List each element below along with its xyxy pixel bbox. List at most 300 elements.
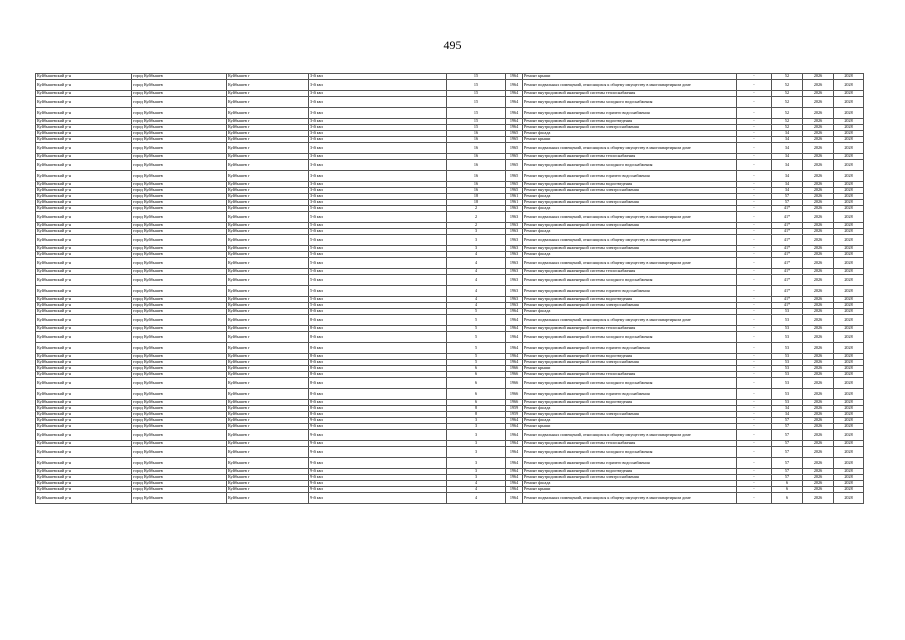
build-year-cell: 1965	[506, 188, 523, 194]
start-year-cell: 2026	[803, 343, 834, 354]
build-year-cell: 1964	[506, 493, 523, 504]
settlement-cell: город Куйбышев	[132, 418, 227, 424]
house-number-cell: 3	[447, 458, 506, 469]
start-year-cell: 2026	[803, 137, 834, 143]
work-type-cell: Ремонт фасада	[523, 406, 737, 412]
work-type-cell: Ремонт фасада	[523, 481, 737, 487]
work-type-cell: Ремонт внутридомовой инженерной системы горячего водоснабжения	[523, 108, 737, 119]
district-cell: Куйбышевский р-н	[36, 430, 132, 441]
value-cell: 57	[772, 475, 803, 481]
end-year-cell: 2028	[834, 223, 864, 229]
end-year-cell: 2028	[834, 160, 864, 171]
house-number-cell: 5	[447, 332, 506, 343]
street-cell: 5-й квл	[309, 286, 447, 297]
house-number-cell: 5	[447, 343, 506, 354]
work-type-cell: Ремонт внутридомовой инженерной системы электроснабжения	[523, 360, 737, 366]
work-type-cell: Ремонт подвальных помещений, относящихся к общему имуществу в многоквартирном доме	[523, 315, 737, 326]
work-type-cell: Ремонт подвальных помещений, относящихся к общему имуществу в многоквартирном доме	[523, 235, 737, 246]
house-number-cell: 6	[447, 389, 506, 400]
house-number-cell: 16	[447, 188, 506, 194]
settlement-cell: город Куйбышев	[132, 188, 227, 194]
street-cell: 9-й квл	[309, 469, 447, 475]
start-year-cell: 2026	[803, 171, 834, 182]
value-cell: 34	[772, 154, 803, 160]
build-year-cell: 1963	[506, 229, 523, 235]
locality-cell: Куйбышев г	[227, 131, 309, 137]
house-number-cell: 15	[447, 80, 506, 91]
start-year-cell: 2026	[803, 160, 834, 171]
settlement-cell: город Куйбышев	[132, 493, 227, 504]
end-year-cell: 2028	[834, 252, 864, 258]
marker-cell: -	[737, 481, 772, 487]
marker-cell: -	[737, 182, 772, 188]
district-cell: Куйбышевский р-н	[36, 125, 132, 131]
end-year-cell: 2028	[834, 309, 864, 315]
build-year-cell: 1964	[506, 354, 523, 360]
build-year-cell: 1965	[506, 137, 523, 143]
end-year-cell: 2028	[834, 91, 864, 97]
build-year-cell: 1964	[506, 326, 523, 332]
house-number-cell: 4	[447, 303, 506, 309]
district-cell: Куйбышевский р-н	[36, 188, 132, 194]
street-cell: 8-й квл	[309, 315, 447, 326]
end-year-cell: 2028	[834, 188, 864, 194]
district-cell: Куйбышевский р-н	[36, 458, 132, 469]
value-cell: 34	[772, 131, 803, 137]
district-cell: Куйбышевский р-н	[36, 97, 132, 108]
district-cell: Куйбышевский р-н	[36, 275, 132, 286]
street-cell: 9-й квл	[309, 481, 447, 487]
house-number-cell: 4	[447, 275, 506, 286]
marker-cell: -	[737, 246, 772, 252]
table-row	[36, 315, 864, 326]
street-cell: 3-й квл	[309, 143, 447, 154]
table-row	[36, 389, 864, 400]
build-year-cell: 1965	[506, 182, 523, 188]
locality-cell: Куйбышев г	[227, 343, 309, 354]
build-year-cell: 1964	[506, 360, 523, 366]
house-number-cell: 16	[447, 171, 506, 182]
street-cell: 9-й квл	[309, 475, 447, 481]
marker-cell: -	[737, 366, 772, 372]
marker-cell: -	[737, 108, 772, 119]
house-number-cell: 16	[447, 182, 506, 188]
end-year-cell: 2028	[834, 441, 864, 447]
house-number-cell: 2	[447, 223, 506, 229]
work-type-cell: Ремонт внутридомовой инженерной системы горячего водоснабжения	[523, 389, 737, 400]
value-cell: 41*	[772, 275, 803, 286]
table-row	[36, 160, 864, 171]
build-year-cell: 1961	[506, 200, 523, 206]
build-year-cell: 1965	[506, 131, 523, 137]
work-type-cell: Ремонт крыши	[523, 366, 737, 372]
settlement-cell: город Куйбышев	[132, 354, 227, 360]
district-cell: Куйбышевский р-н	[36, 475, 132, 481]
marker-cell: -	[737, 400, 772, 406]
settlement-cell: город Куйбышев	[132, 481, 227, 487]
work-type-cell: Ремонт фасада	[523, 206, 737, 212]
marker-cell: -	[737, 119, 772, 125]
build-year-cell: 1964	[506, 309, 523, 315]
value-cell: 53	[772, 360, 803, 366]
work-type-cell: Ремонт фасада	[523, 309, 737, 315]
build-year-cell: 1963	[506, 258, 523, 269]
house-number-cell: 16	[447, 131, 506, 137]
district-cell: Куйбышевский р-н	[36, 74, 132, 80]
end-year-cell: 2028	[834, 297, 864, 303]
build-year-cell: 1964	[506, 125, 523, 131]
work-type-cell: Ремонт внутридомовой инженерной системы холодного водоснабжения	[523, 275, 737, 286]
marker-cell: -	[737, 171, 772, 182]
street-cell: 8-й квл	[309, 389, 447, 400]
end-year-cell: 2028	[834, 206, 864, 212]
value-cell: 6	[772, 487, 803, 493]
district-cell: Куйбышевский р-н	[36, 441, 132, 447]
house-number-cell: 4	[447, 487, 506, 493]
start-year-cell: 2026	[803, 212, 834, 223]
house-number-cell: 16	[447, 160, 506, 171]
value-cell: 52	[772, 108, 803, 119]
district-cell: Куйбышевский р-н	[36, 360, 132, 366]
build-year-cell: 1966	[506, 378, 523, 389]
settlement-cell: город Куйбышев	[132, 143, 227, 154]
end-year-cell: 2028	[834, 246, 864, 252]
district-cell: Куйбышевский р-н	[36, 286, 132, 297]
settlement-cell: город Куйбышев	[132, 252, 227, 258]
house-number-cell: 15	[447, 91, 506, 97]
start-year-cell: 2026	[803, 332, 834, 343]
district-cell: Куйбышевский р-н	[36, 119, 132, 125]
build-year-cell: 1961	[506, 194, 523, 200]
street-cell: 3-й квл	[309, 200, 447, 206]
work-type-cell: Ремонт внутридомовой инженерной системы холодного водоснабжения	[523, 97, 737, 108]
district-cell: Куйбышевский р-н	[36, 412, 132, 418]
start-year-cell: 2026	[803, 131, 834, 137]
house-number-cell: 15	[447, 119, 506, 125]
work-type-cell: Ремонт подвальных помещений, относящихся к общему имуществу в многоквартирном доме	[523, 493, 737, 504]
district-cell: Куйбышевский р-н	[36, 252, 132, 258]
street-cell: 8-й квл	[309, 400, 447, 406]
work-type-cell: Ремонт внутридомовой инженерной системы теплоснабжения	[523, 372, 737, 378]
table-row	[36, 447, 864, 458]
start-year-cell: 2026	[803, 458, 834, 469]
street-cell: 8-й квл	[309, 309, 447, 315]
build-year-cell: 1964	[506, 332, 523, 343]
marker-cell: -	[737, 269, 772, 275]
work-type-cell: Ремонт внутридомовой инженерной системы горячего водоснабжения	[523, 458, 737, 469]
marker-cell: -	[737, 235, 772, 246]
settlement-cell: город Куйбышев	[132, 360, 227, 366]
settlement-cell: город Куйбышев	[132, 406, 227, 412]
marker-cell: -	[737, 143, 772, 154]
table-row	[36, 343, 864, 354]
house-number-cell: 6	[447, 366, 506, 372]
table-row	[36, 378, 864, 389]
work-type-cell: Ремонт подвальных помещений, относящихся к общему имуществу в многоквартирном доме	[523, 258, 737, 269]
build-year-cell: 1964	[506, 91, 523, 97]
work-type-cell: Ремонт внутридомовой инженерной системы холодного водоснабжения	[523, 160, 737, 171]
start-year-cell: 2026	[803, 206, 834, 212]
end-year-cell: 2028	[834, 475, 864, 481]
marker-cell: -	[737, 475, 772, 481]
locality-cell: Куйбышев г	[227, 360, 309, 366]
locality-cell: Куйбышев г	[227, 188, 309, 194]
value-cell: 57	[772, 441, 803, 447]
district-cell: Куйбышевский р-н	[36, 487, 132, 493]
value-cell: 53	[772, 343, 803, 354]
district-cell: Куйбышевский р-н	[36, 200, 132, 206]
street-cell: 3-й квл	[309, 97, 447, 108]
marker-cell: -	[737, 406, 772, 412]
locality-cell: Куйбышев г	[227, 430, 309, 441]
work-type-cell: Ремонт подвальных помещений, относящихся к общему имуществу в многоквартирном доме	[523, 80, 737, 91]
value-cell: 52	[772, 74, 803, 80]
house-number-cell: 4	[447, 481, 506, 487]
marker-cell: -	[737, 91, 772, 97]
table-row	[36, 286, 864, 297]
work-type-cell: Ремонт фасада	[523, 194, 737, 200]
table-row	[36, 212, 864, 223]
locality-cell: Куйбышев г	[227, 493, 309, 504]
start-year-cell: 2026	[803, 235, 834, 246]
work-type-cell: Ремонт внутридомовой инженерной системы электроснабжения	[523, 246, 737, 252]
table-row	[36, 235, 864, 246]
street-cell: 3-й квл	[309, 119, 447, 125]
end-year-cell: 2028	[834, 406, 864, 412]
table-row	[36, 97, 864, 108]
start-year-cell: 2026	[803, 303, 834, 309]
house-number-cell: 18	[447, 194, 506, 200]
marker-cell: -	[737, 458, 772, 469]
build-year-cell: 1965	[506, 160, 523, 171]
settlement-cell: город Куйбышев	[132, 430, 227, 441]
settlement-cell: город Куйбышев	[132, 475, 227, 481]
settlement-cell: город Куйбышев	[132, 246, 227, 252]
value-cell: 53	[772, 378, 803, 389]
marker-cell: -	[737, 80, 772, 91]
work-type-cell: Ремонт внутридомовой инженерной системы электроснабжения	[523, 475, 737, 481]
marker-cell: -	[737, 252, 772, 258]
settlement-cell: город Куйбышев	[132, 235, 227, 246]
locality-cell: Куйбышев г	[227, 372, 309, 378]
settlement-cell: город Куйбышев	[132, 269, 227, 275]
street-cell: 9-й квл	[309, 458, 447, 469]
end-year-cell: 2028	[834, 137, 864, 143]
start-year-cell: 2026	[803, 406, 834, 412]
settlement-cell: город Куйбышев	[132, 258, 227, 269]
house-number-cell: 4	[447, 286, 506, 297]
marker-cell: -	[737, 418, 772, 424]
street-cell: 5-й квл	[309, 269, 447, 275]
locality-cell: Куйбышев г	[227, 315, 309, 326]
value-cell: 41*	[772, 303, 803, 309]
locality-cell: Куйбышев г	[227, 137, 309, 143]
locality-cell: Куйбышев г	[227, 119, 309, 125]
house-number-cell: 6	[447, 378, 506, 389]
end-year-cell: 2028	[834, 424, 864, 430]
district-cell: Куйбышевский р-н	[36, 235, 132, 246]
build-year-cell: 1965	[506, 171, 523, 182]
settlement-cell: город Куйбышев	[132, 137, 227, 143]
start-year-cell: 2026	[803, 275, 834, 286]
street-cell: 8-й квл	[309, 326, 447, 332]
end-year-cell: 2028	[834, 315, 864, 326]
end-year-cell: 2028	[834, 332, 864, 343]
build-year-cell: 1963	[506, 297, 523, 303]
end-year-cell: 2028	[834, 171, 864, 182]
street-cell: 3-й квл	[309, 91, 447, 97]
end-year-cell: 2028	[834, 372, 864, 378]
settlement-cell: город Куйбышев	[132, 424, 227, 430]
build-year-cell: 1966	[506, 366, 523, 372]
value-cell: 34	[772, 188, 803, 194]
work-type-cell: Ремонт фасада	[523, 418, 737, 424]
end-year-cell: 2028	[834, 286, 864, 297]
build-year-cell: 1964	[506, 97, 523, 108]
marker-cell: -	[737, 137, 772, 143]
locality-cell: Куйбышев г	[227, 258, 309, 269]
end-year-cell: 2028	[834, 366, 864, 372]
street-cell: 3-й квл	[309, 125, 447, 131]
value-cell: 41*	[772, 286, 803, 297]
settlement-cell: город Куйбышев	[132, 286, 227, 297]
street-cell: 3-й квл	[309, 154, 447, 160]
start-year-cell: 2026	[803, 194, 834, 200]
locality-cell: Куйбышев г	[227, 125, 309, 131]
start-year-cell: 2026	[803, 125, 834, 131]
build-year-cell: 1965	[506, 154, 523, 160]
marker-cell: -	[737, 188, 772, 194]
district-cell: Куйбышевский р-н	[36, 160, 132, 171]
start-year-cell: 2026	[803, 258, 834, 269]
street-cell: 8-й квл	[309, 332, 447, 343]
district-cell: Куйбышевский р-н	[36, 80, 132, 91]
marker-cell: -	[737, 286, 772, 297]
district-cell: Куйбышевский р-н	[36, 315, 132, 326]
street-cell: 5-й квл	[309, 252, 447, 258]
value-cell: 34	[772, 137, 803, 143]
work-type-cell: Ремонт внутридомовой инженерной системы водоотведения	[523, 182, 737, 188]
end-year-cell: 2028	[834, 125, 864, 131]
end-year-cell: 2028	[834, 447, 864, 458]
locality-cell: Куйбышев г	[227, 286, 309, 297]
value-cell: 57	[772, 418, 803, 424]
district-cell: Куйбышевский р-н	[36, 229, 132, 235]
value-cell: 41*	[772, 269, 803, 275]
work-type-cell: Ремонт внутридомовой инженерной системы теплоснабжения	[523, 269, 737, 275]
work-type-cell: Ремонт внутридомовой инженерной системы электроснабжения	[523, 223, 737, 229]
build-year-cell: 1964	[506, 418, 523, 424]
settlement-cell: город Куйбышев	[132, 389, 227, 400]
work-type-cell: Ремонт внутридомовой инженерной системы водоотведения	[523, 400, 737, 406]
house-number-cell: 4	[447, 258, 506, 269]
settlement-cell: город Куйбышев	[132, 108, 227, 119]
work-type-cell: Ремонт крыши	[523, 424, 737, 430]
start-year-cell: 2026	[803, 366, 834, 372]
locality-cell: Куйбышев г	[227, 80, 309, 91]
marker-cell: -	[737, 332, 772, 343]
work-type-cell: Ремонт внутридомовой инженерной системы горячего водоснабжения	[523, 286, 737, 297]
start-year-cell: 2026	[803, 315, 834, 326]
settlement-cell: город Куйбышев	[132, 366, 227, 372]
marker-cell: -	[737, 326, 772, 332]
start-year-cell: 2026	[803, 108, 834, 119]
marker-cell: -	[737, 200, 772, 206]
locality-cell: Куйбышев г	[227, 235, 309, 246]
locality-cell: Куйбышев г	[227, 212, 309, 223]
work-type-cell: Ремонт фасада	[523, 252, 737, 258]
street-cell: 9-й квл	[309, 441, 447, 447]
end-year-cell: 2028	[834, 269, 864, 275]
settlement-cell: город Куйбышев	[132, 229, 227, 235]
district-cell: Куйбышевский р-н	[36, 424, 132, 430]
locality-cell: Куйбышев г	[227, 74, 309, 80]
start-year-cell: 2026	[803, 269, 834, 275]
district-cell: Куйбышевский р-н	[36, 303, 132, 309]
district-cell: Куйбышевский р-н	[36, 182, 132, 188]
marker-cell: -	[737, 430, 772, 441]
build-year-cell: 1966	[506, 389, 523, 400]
settlement-cell: город Куйбышев	[132, 297, 227, 303]
work-type-cell: Ремонт внутридомовой инженерной системы водоотведения	[523, 469, 737, 475]
district-cell: Куйбышевский р-н	[36, 389, 132, 400]
settlement-cell: город Куйбышев	[132, 315, 227, 326]
district-cell: Куйбышевский р-н	[36, 309, 132, 315]
build-year-cell: 1963	[506, 286, 523, 297]
house-number-cell: 16	[447, 137, 506, 143]
marker-cell: -	[737, 125, 772, 131]
district-cell: Куйбышевский р-н	[36, 326, 132, 332]
district-cell: Куйбышевский р-н	[36, 131, 132, 137]
start-year-cell: 2026	[803, 372, 834, 378]
house-number-cell: 6	[447, 400, 506, 406]
marker-cell: -	[737, 360, 772, 366]
end-year-cell: 2028	[834, 80, 864, 91]
locality-cell: Куйбышев г	[227, 303, 309, 309]
marker-cell: -	[737, 372, 772, 378]
build-year-cell: 1964	[506, 447, 523, 458]
settlement-cell: город Куйбышев	[132, 400, 227, 406]
start-year-cell: 2026	[803, 286, 834, 297]
settlement-cell: город Куйбышев	[132, 412, 227, 418]
build-year-cell: 1964	[506, 315, 523, 326]
settlement-cell: город Куйбышев	[132, 74, 227, 80]
locality-cell: Куйбышев г	[227, 194, 309, 200]
house-number-cell: 3	[447, 229, 506, 235]
end-year-cell: 2028	[834, 119, 864, 125]
start-year-cell: 2026	[803, 400, 834, 406]
settlement-cell: город Куйбышев	[132, 200, 227, 206]
end-year-cell: 2028	[834, 97, 864, 108]
end-year-cell: 2028	[834, 354, 864, 360]
settlement-cell: город Куйбышев	[132, 332, 227, 343]
value-cell: 57	[772, 447, 803, 458]
street-cell: 3-й квл	[309, 108, 447, 119]
settlement-cell: город Куйбышев	[132, 303, 227, 309]
start-year-cell: 2026	[803, 481, 834, 487]
start-year-cell: 2026	[803, 493, 834, 504]
end-year-cell: 2028	[834, 182, 864, 188]
locality-cell: Куйбышев г	[227, 143, 309, 154]
house-number-cell: 3	[447, 424, 506, 430]
house-number-cell: 15	[447, 125, 506, 131]
work-type-cell: Ремонт фасада	[523, 131, 737, 137]
locality-cell: Куйбышев г	[227, 469, 309, 475]
locality-cell: Куйбышев г	[227, 154, 309, 160]
value-cell: 52	[772, 97, 803, 108]
table-row	[36, 143, 864, 154]
street-cell: 8-й квл	[309, 406, 447, 412]
